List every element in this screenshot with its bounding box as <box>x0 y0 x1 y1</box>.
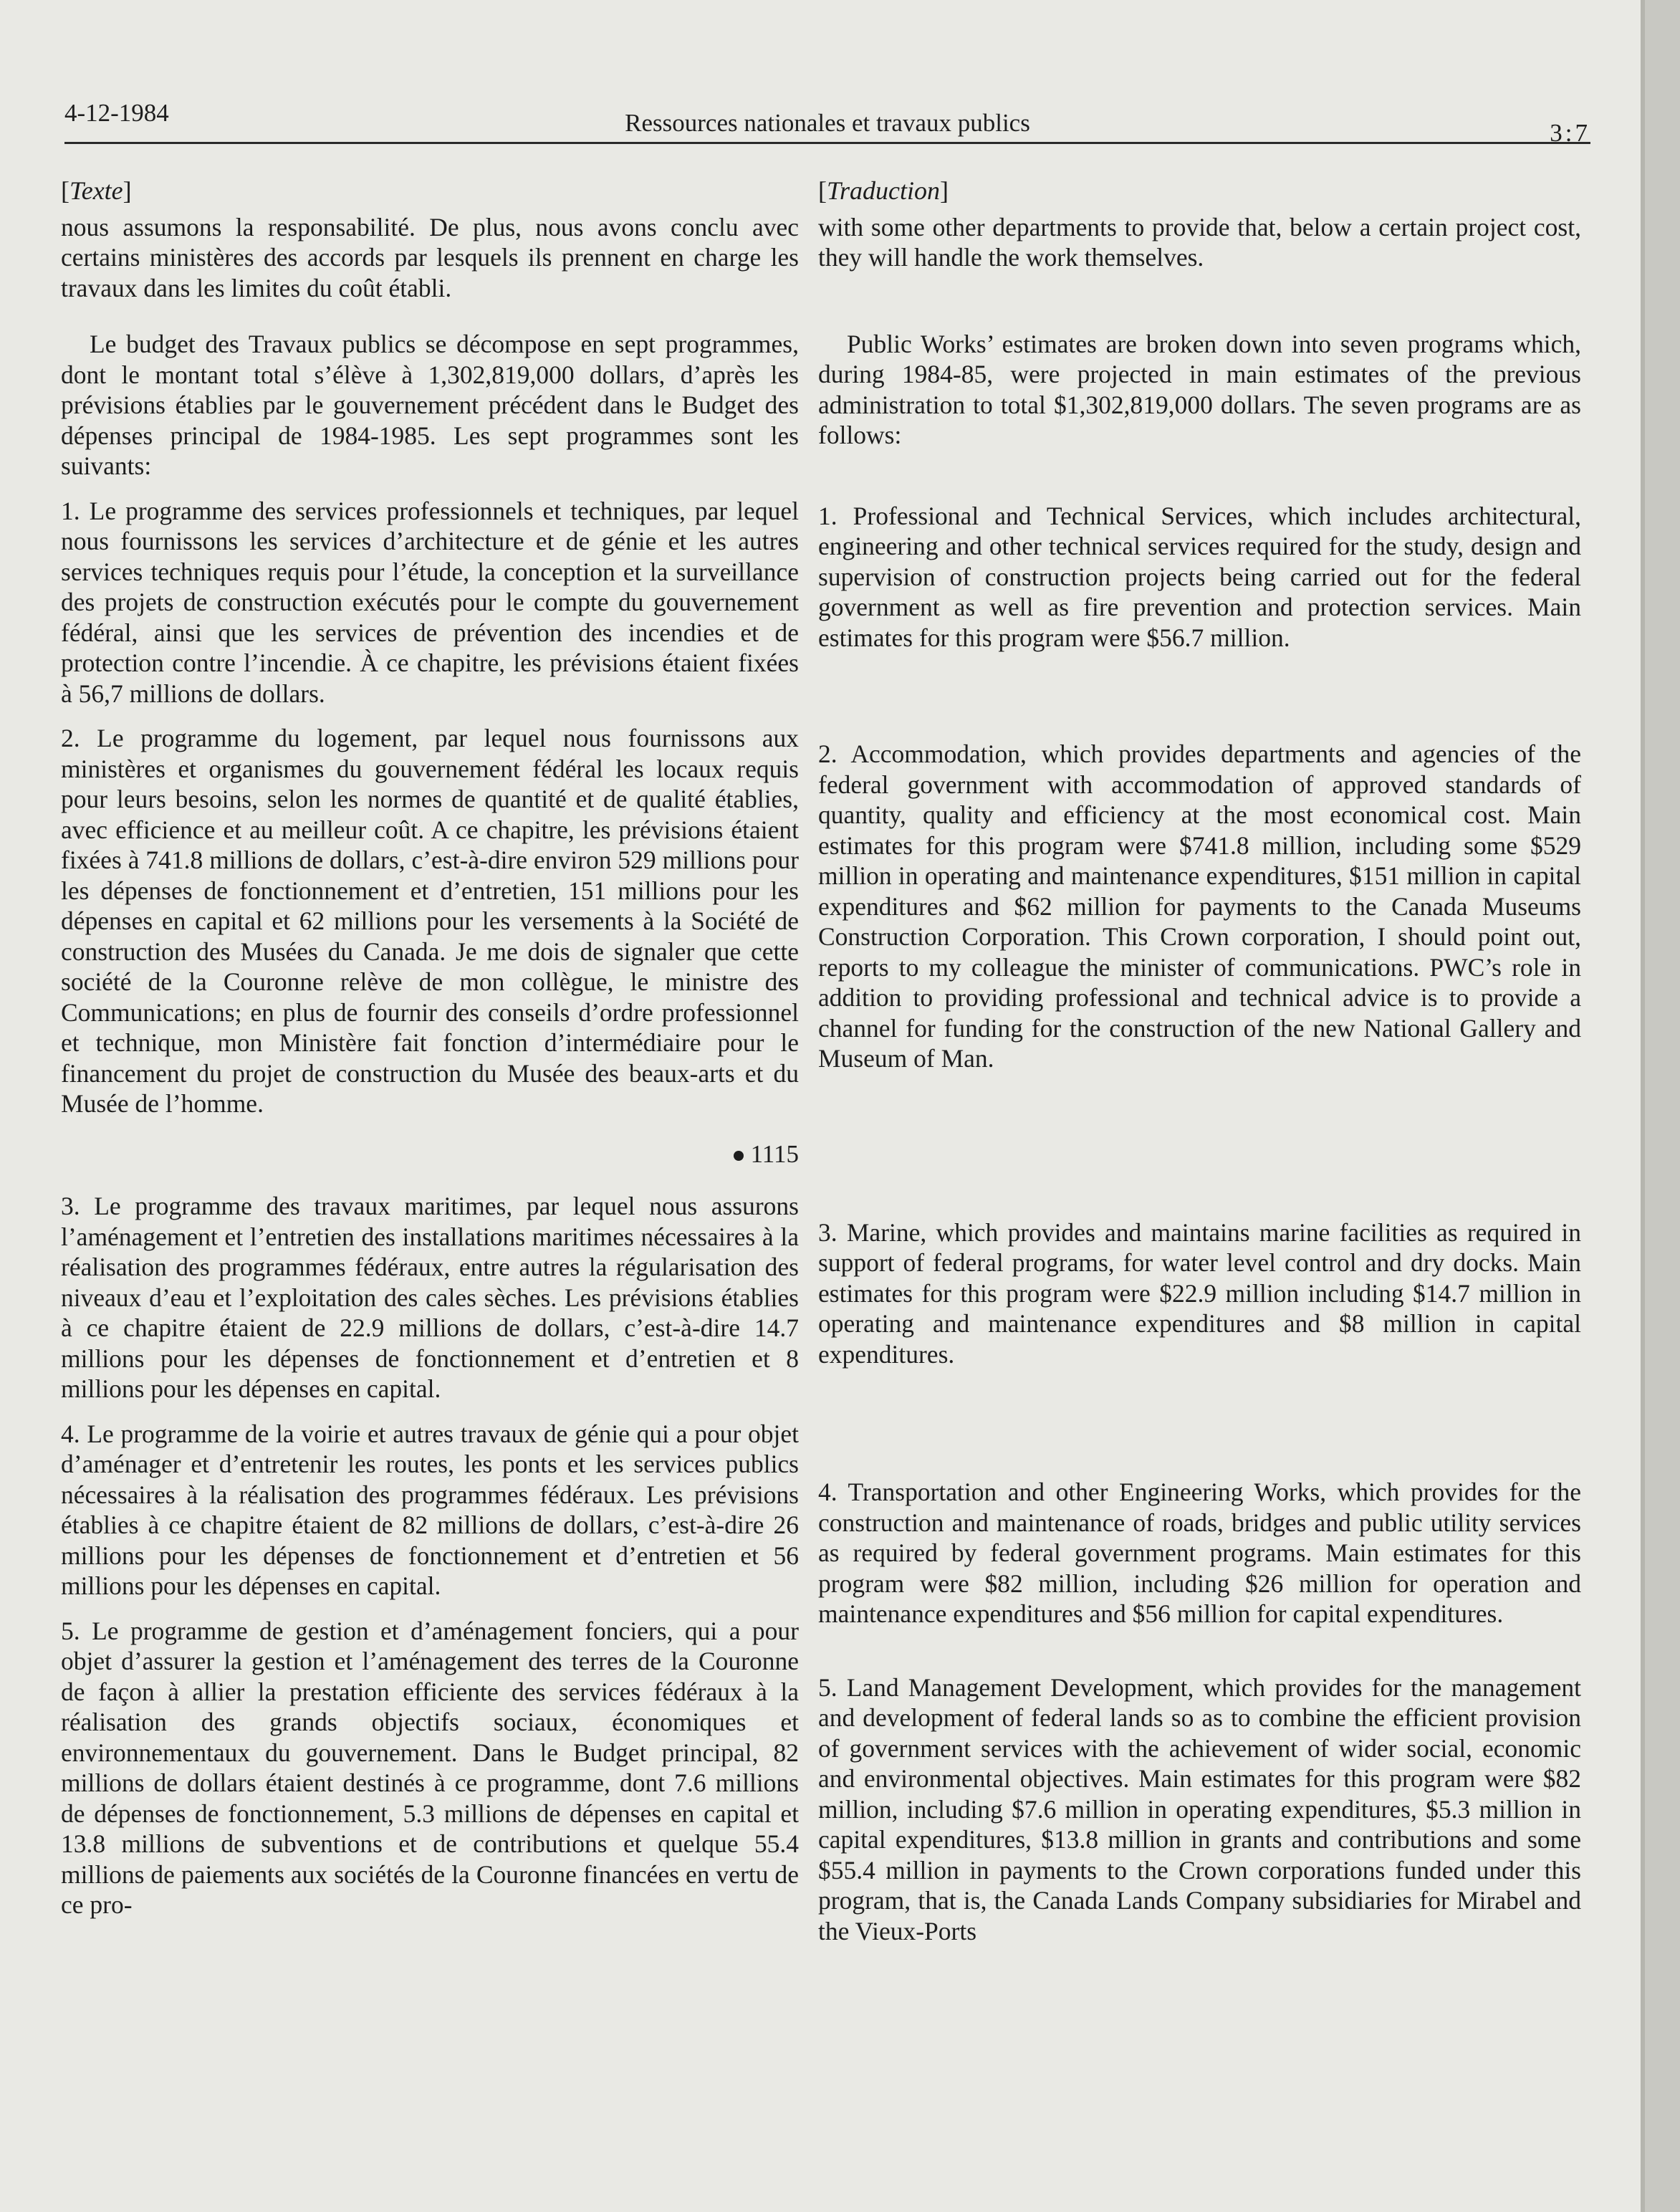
right-paragraph-1: Public Works’ estimates are broken down into seven programs which, during 1984-85, were projected in main estimates of the previous administration to total $1,302,819,000 dollars. The seven programs are as follows: <box>818 329 1581 449</box>
time-marker <box>61 1139 799 1170</box>
page-edge <box>1641 0 1680 2212</box>
header-rule <box>64 142 1590 144</box>
right-paragraph-3: 2. Accommodation, which provides departments and agencies of the federal government with accommodation of approved standards of quantity, quality and efficiency at the most economical cost. Main estimates for this program were $741.8 million, including some $529 million in operating and maintenance expenditures, $151 million in capital expenditures and $62 million for payments to the Canada Museums Construction Corporation. This Crown corporation, I should point out, reports to my colleague the minister of communications. PWC’s role in addition to providing professional and technical advice is to provide a channel for funding for the construction of the new National Gallery and Museum of Man. <box>818 739 1581 1073</box>
header-page-number: 3:7 <box>1550 119 1590 147</box>
header-title: Ressources nationales et travaux publics <box>625 109 1030 137</box>
right-paragraph-2: 1. Professional and Technical Services, which includes architectural, engineering and other technical services required for the study, design and supervision of construction projects being carried out for the federal government as well as fire prevention and protection services. Main estimates for this program were $56.7 million. <box>818 501 1581 652</box>
left-paragraph-0: nous assumons la responsabilité. De plus, nous avons conclu avec certains ministères des accords par lesquels ils prennent en charge les travaux dans les limites du coût établi. <box>61 212 799 302</box>
left-paragraph-3: 2. Le programme du logement, par lequel nous fournissons aux ministères et organismes du gouvernement fédéral les locaux requis pour leurs besoins, selon les normes de quantité et de qualité établies, avec efficience et au meilleur coût. A ce chapitre, les prévisions étaient fixées à 741.8 millions de dollars, c’est-à-dire environ 529 millions pour les dépenses de fonctionnement et d’entretien, 151 millions pour les dépenses en capital et 62 millions pour les versements à la Société de construction des Musées du Canada. Je me dois de signaler que cette société de la Couronne relève de mon collègue, le ministre des Communications; en plus de fournir des conseils d’ordre professionnel et technique, mon Ministère fait fonction d’intermédiaire pour le financement du projet de construction du Musée des beaux-arts et du Musée de l’homme. <box>61 724 799 1118</box>
right-column-label: [Traduction] <box>818 176 949 205</box>
left-paragraph-6: 5. Le programme de gestion et d’aménagement fonciers, qui a pour objet d’assurer la gestion et l’aménagement des terres de la Couronne de façon à allier la prestation efficiente des services fédéraux à la réalisation des grands objectifs sociaux, économiques et environnementaux du gouvernement. Dans le Budget principal, 82 millions de dollars étaient destinés à ce programme, dont 7.6 millions de dépenses de fonctionnement, 5.3 millions de dépenses en capital et 13.8 millions de subventions et de contributions et quelque 55.4 millions de paiements aux sociétés de la Couronne financées en vertu de ce pro- <box>61 1616 799 1919</box>
left-paragraph-4: 3. Le programme des travaux maritimes, par lequel nous assurons l’aménagement et l’entretien des installations maritimes nécessaires à la réalisation des programmes fédéraux, entre autres la régularisation des niveaux d’eau et l’exploitation des cales sèches. Les prévisions établies à ce chapitre étaient de 22.9 millions de dollars, c’est-à-dire 14.7 millions pour les dépenses de fonctionnement et d’entretien et 8 millions pour les dépenses en capital. <box>61 1192 799 1403</box>
right-paragraph-6: 5. Land Management Development, which provides for the management and development of federal lands so as to combine the efficient provision of government services with the achievement of wider social, economic and environmental objectives. Main estimates for this program were $82 million, including $7.6 million in operating expenditures, $5.3 million in capital expenditures, $13.8 million in grants and contributions and some $55.4 million in payments to the Crown corporations funded under this program, that is, the Canada Lands Company subsidiaries for Mirabel and the Vieux-Ports <box>818 1672 1581 1945</box>
left-paragraph-1: Le budget des Travaux publics se décompose en sept programmes, dont le montant total s’élève à 1,302,819,000 dollars, d’après les prévisions établies par le gouvernement précédent dans le Budget des dépenses principal de 1984-1985. Les sept programmes sont les suivants: <box>61 330 799 480</box>
left-column-label: [Texte] <box>61 176 132 205</box>
right-column-english <box>818 176 1581 1946</box>
left-paragraph-2: 1. Le programme des services professionnels et techniques, par lequel nous fournissons les services d’architecture et de génie et les autres services techniques requis pour l’étude, la conception et la surveillance des projets de construction exécutés pour le compte du gouvernement fédéral, ainsi que les services de prévention des incendies et de protection contre l’incendie. À ce chapitre, les prévisions étaient fixées à 56,7 millions de dollars. <box>61 496 799 708</box>
right-paragraph-5: 4. Transportation and other Engineering Works, which provides for the construction and maintenance of roads, bridges and public utility services as required by federal government programs. Main estimates for this program were $82 million, including $26 million for operation and maintenance expenditures and $56 million for capital expenditures. <box>818 1478 1581 1628</box>
header-date: 4-12-1984 <box>64 99 169 127</box>
bullet-icon <box>734 1151 744 1161</box>
left-column-french <box>61 176 799 1920</box>
right-paragraph-4: 3. Marine, which provides and maintains marine facilities as required in support of federal programs, for water level control and dry docks. Main estimates for this program were $22.9 million including $14.7 million in operating and maintenance expenditures and $8 million in capital expenditures. <box>818 1217 1581 1369</box>
left-paragraph-5: 4. Le programme de la voirie et autres travaux de génie qui a pour objet d’aménager et d’entretenir les routes, les ponts et les services publics nécessaires à la réalisation des programmes fédéraux. Les prévisions établies à ce chapitre étaient de 82 millions de dollars, c’est-à-dire 26 millions pour les dépenses de fonctionnement et d’entretien et 56 millions pour les dépenses en capital. <box>61 1419 799 1600</box>
time-marker-text: 1115 <box>750 1139 799 1168</box>
right-paragraph-0: with some other departments to provide that, below a certain project cost, they will handle the work themselves. <box>818 212 1581 272</box>
page-header <box>64 99 1590 147</box>
